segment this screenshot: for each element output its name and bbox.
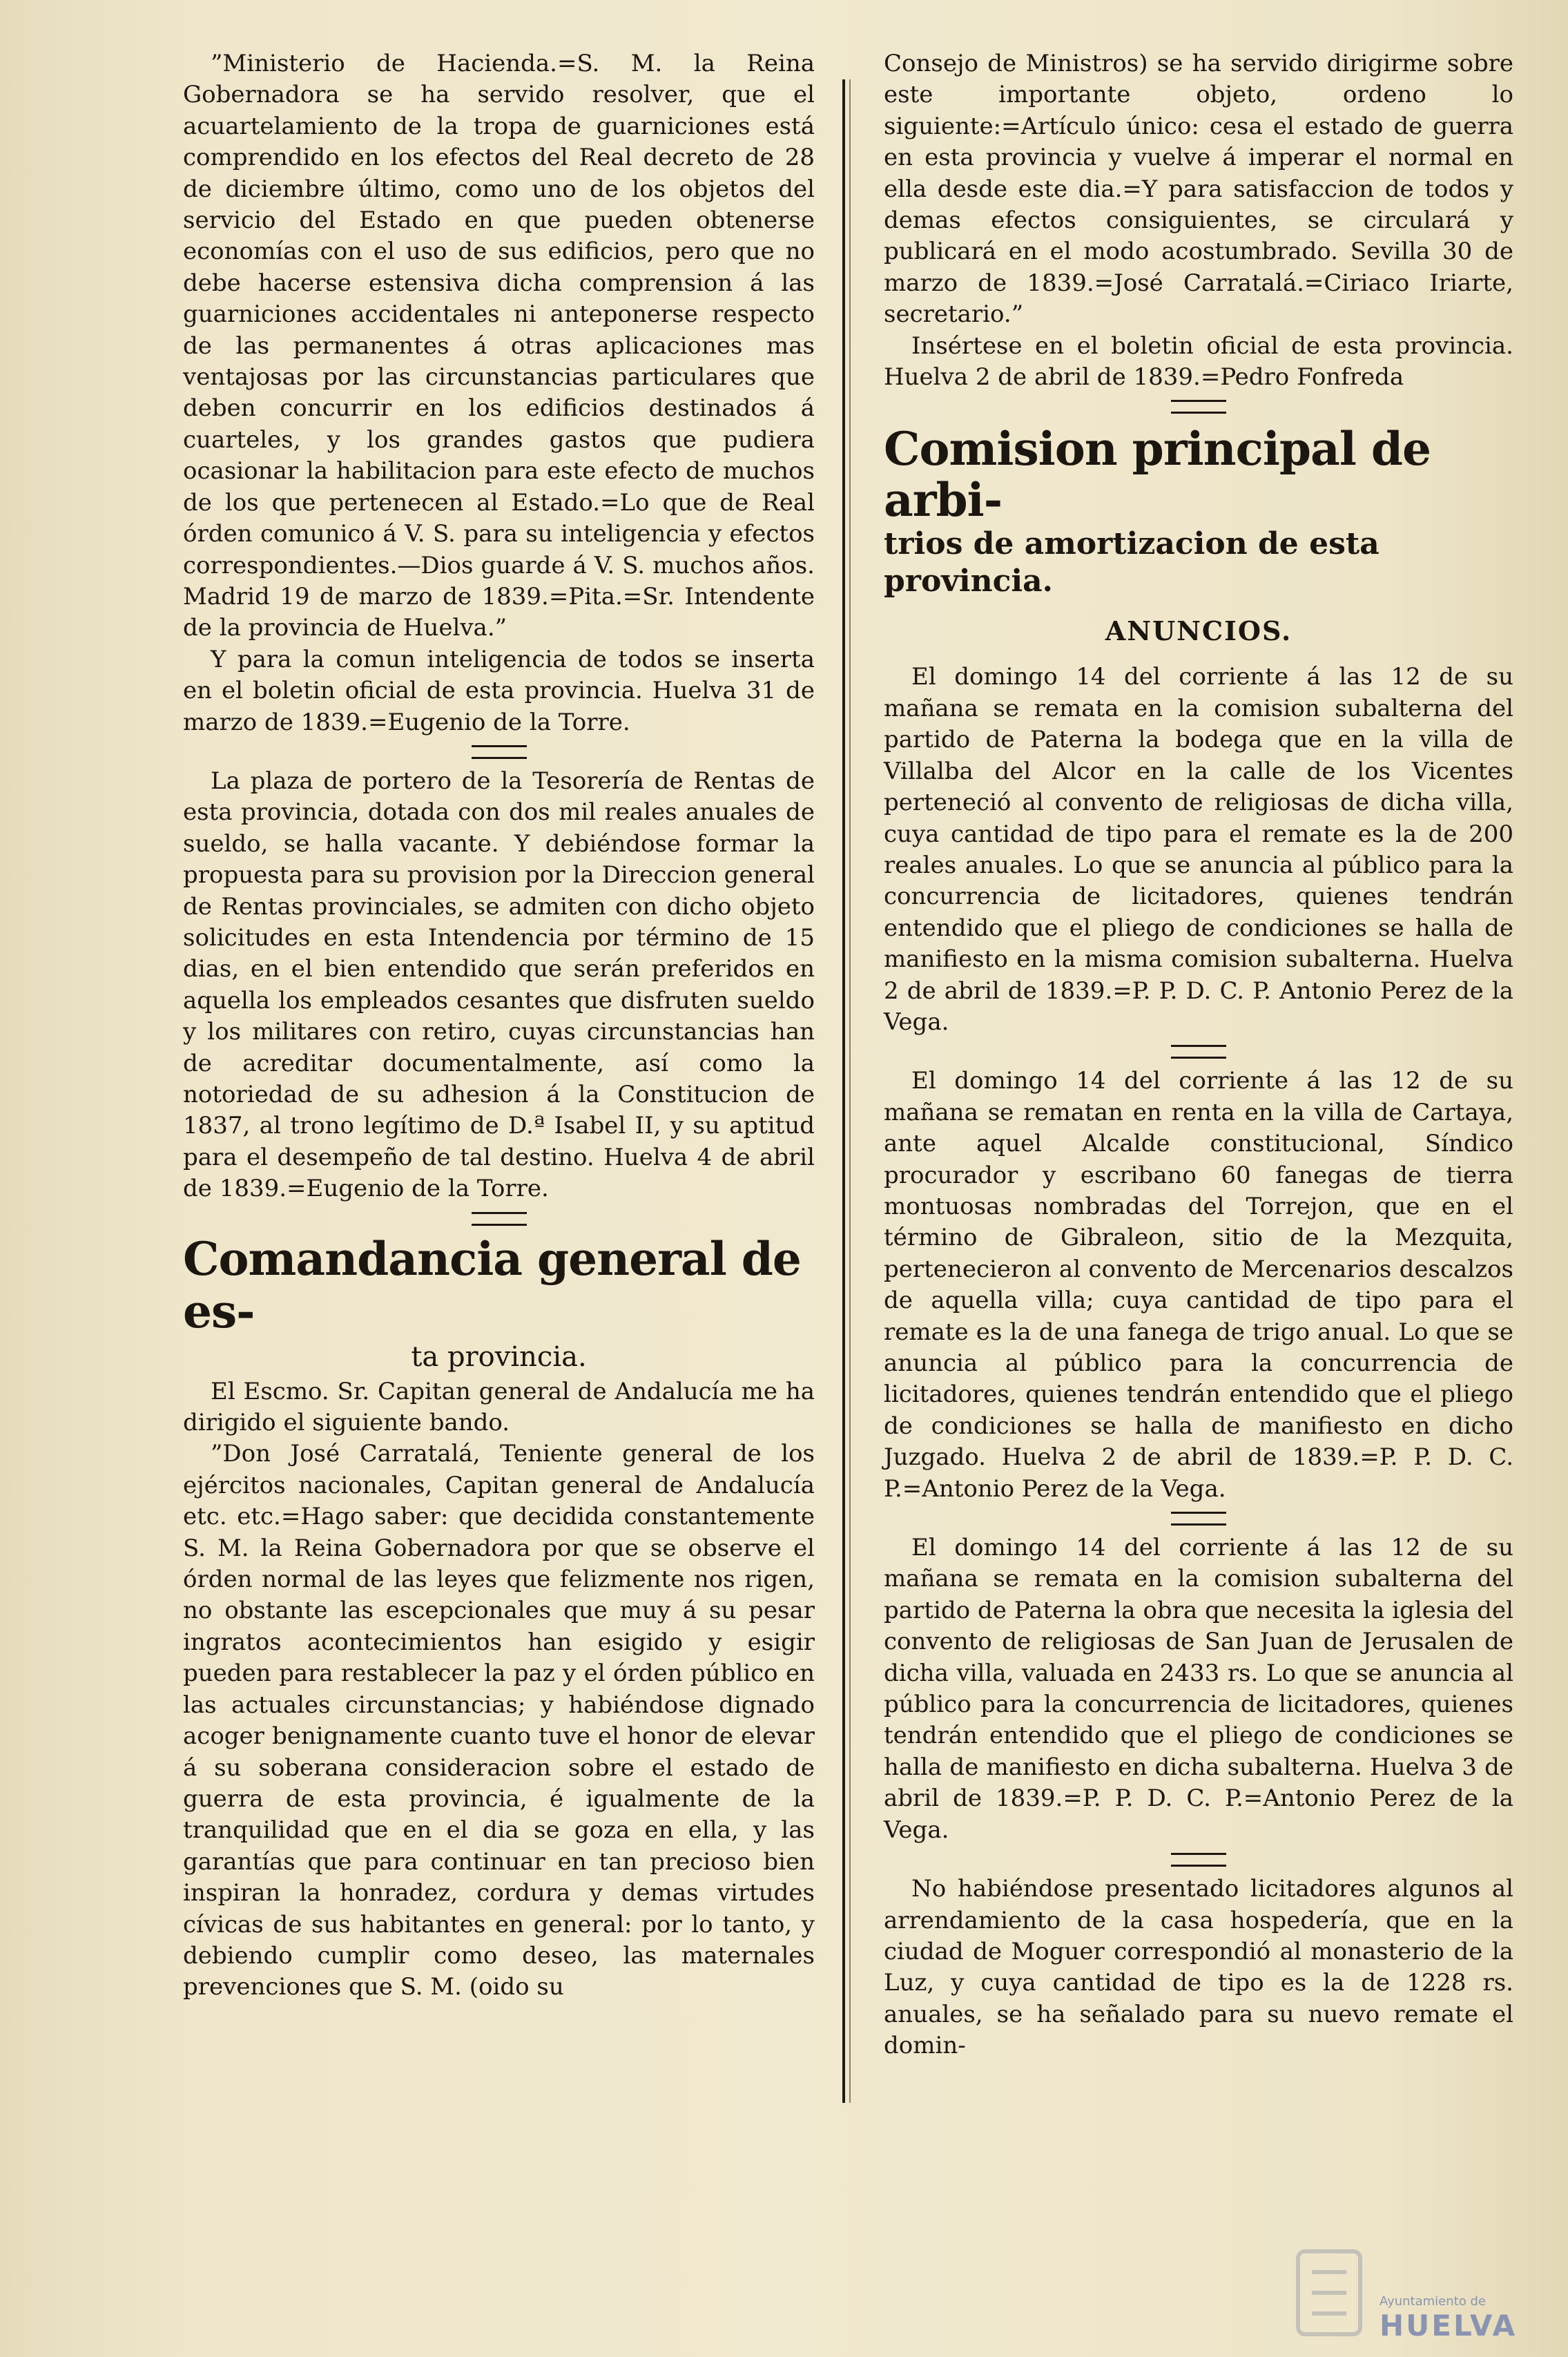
section-heading-comandancia: Comandancia general de es-: [183, 1231, 801, 1338]
right-column: [884, 48, 1513, 2062]
announcement-1: El domingo 14 del corriente á las 12 de su mañana se remata en la comision subalterna del partido de Paterna la bodega que en la villa de Villalba del Alcor en la calle de los Vicentes perteneció al convento de religiosas de dicha villa, cuya cantidad de tipo para el remate es la de 200 reales anuales. Lo que se anuncia al público para la concurrencia de licitadores, quienes tendrán entendido que el pliego de condiciones se halla de manifiesto en la misma comision subalterna. Huelva 2 de abril de 1839.=P. P. D. C. P. Antonio Perez de la Vega.: [884, 663, 1513, 1036]
anuncios-heading: ANUNCIOS.: [1105, 615, 1293, 647]
separator-ornament: [472, 745, 527, 759]
section-subheading-arbitrios: trios de amortizacion de esta provincia.: [884, 526, 1380, 599]
announcement-4: No habiéndose presentado licitadores algunos al arrendamiento de la casa hospedería, que en la ciudad de Moguer correspondió al monasterio de la Luz, y cuya cantidad de tipo es la de 1228 rs. anuales, se ha señalado para su nuevo remate el domin-: [884, 1875, 1513, 2060]
section-subheading-provincia: ta provincia.: [411, 1340, 587, 1373]
section-heading-comision: Comision principal de arbi-: [884, 422, 1431, 528]
left-column: [183, 48, 815, 2003]
separator-ornament: [1171, 1512, 1226, 1526]
column-divider: [842, 79, 845, 2103]
separator-ornament: [1171, 1853, 1226, 1867]
portero-notice: La plaza de portero de la Tesorería de Rentas de esta provincia, dotada con dos mil reales anuales de sueldo, se halla vacante. Y debiéndose formar la propuesta para su provision por la Direccion general de Rentas provinciales, se admiten con dicho objeto solicitudes en esta Intendencia por término de 15 dias, en el bien entendido que serán preferidos en aquella los empleados cesantes que disfruten sueldo y los militares con retiro, cuyas circunstancias han de acreditar documentalmente, así como la notoriedad de su adhesion á la Constitucion de 1837, al trono legítimo de D.ª Isabel II, y su aptitud para el desempeño de tal destino. Huelva 4 de abril de 1839.=Eugenio de la Torre.: [183, 767, 815, 1203]
bando-continuation: Consejo de Ministros) se ha servido dirigirme sobre este importante objeto, ordeno lo siguiente:=Artículo único: cesa el estado de guerra en esta provincia y vuelve á imperar el normal en ella desde este dia.=Y para satisfaccion de todos y demas efectos consiguientes, se circulará y publicará en el modo acostumbrado. Sevilla 30 de marzo de 1839.=José Carratalá.=Ciriaco Iriarte, secretario.”: [884, 50, 1513, 329]
announcement-3: El domingo 14 del corriente á las 12 de su mañana se remata en la comision subalterna del partido de Paterna la obra que necesita la iglesia del convento de religiosas de San Juan de Jerusalen de dicha villa, valuada en 2433 rs. Lo que se anuncia al público para la concurrencia de licitadores, quienes tendrán entendido que el pliego de condiciones se halla de manifiesto en dicha subalterna. Huelva 3 de abril de 1839.=P. P. D. C. P.=Antonio Perez de la Vega.: [884, 1534, 1513, 1844]
column-divider-thin: [849, 79, 851, 2103]
watermark-line2: HUELVA: [1380, 2309, 1518, 2342]
announcement-2: El domingo 14 del corriente á las 12 de su mañana se rematan en renta en la villa de Cartaya, ante aquel Alcalde constitucional, Síndico procurador y escribano 60 fanegas de tierra montuosas nombradas del Torrejon, que en el término de Gibraleon, sitio de la Mezquita, pertenecieron al convento de Mercenarios descalzos de aquella villa; cuya cantidad de tipo para el remate es la de una fanega de trigo anual. Lo que se anuncia al público para la concurrencia de licitadores, quienes tendrán entendido que el pliego de condiciones se halla de manifiesto en dicho Juzgado. Huelva 2 de abril de 1839.=P. P. D. C. P.=Antonio Perez de la Vega.: [884, 1067, 1513, 1503]
bando-text: ”Don José Carratalá, Teniente general de los ejércitos nacionales, Capitan general de Andalucía etc. etc.=Hago saber: que decidida constantemente S. M. la Reina Gobernadora por que se observe el órden normal de las leyes que felizmente nos rigen, no obstante las escepcionales que muy á su pesar ingratos acontecimientos han esigido y esigir pueden para restablecer la paz y el órden público en las actuales circunstancias; y habiéndose dignado acoger benignamente cuanto tuve el honor de elevar á su soberana consideracion sobre el estado de guerra de esta provincia, é igualmente de la tranquilidad que en el dia se goza en ella, y las garantías que para continuar en tan precioso bien inspiran la honradez, cordura y demas virtudes cívicas de sus habitantes en general: por lo tanto, y debiendo cumplir como deseo, las maternales prevenciones que S. M. (oido su: [183, 1440, 815, 2001]
watermark-text: [1380, 2294, 1517, 2342]
insertion-note-right: Insértese en el boletin oficial de esta provincia. Huelva 2 de abril de 1839.=Pedro Fonfreda: [884, 331, 1513, 392]
insertion-note: Y para la comun inteligencia de todos se inserta en el boletin oficial de esta provincia. Huelva 31 de marzo de 1839.=Eugenio de la Torre.: [183, 645, 815, 736]
separator-ornament: [472, 1212, 527, 1226]
separator-ornament: [1171, 1045, 1226, 1059]
watermark-line1: Ayuntamiento de: [1380, 2294, 1486, 2309]
real-orden-hacienda-text: ”Ministerio de Hacienda.=S. M. la Reina Gobernadora se ha servido resolver, que el acuartelamiento de la tropa de guarniciones está comprendido en los efectos del Real decreto de 28 de diciembre último, como uno de los objetos del servicio del Estado en que pueden obtenerse economías con el uso de sus edificios, pero que no debe hacerse estensiva dicha comprension á las guarniciones accidentales ni anteponerse respecto de las permanentes á otras aplicaciones mas ventajosas por las circunstancias particulares que deben concurrir en los edificios destinados á cuarteles, y los grandes gastos que pudiera ocasionar la habilitacion para este efecto de muchos de los que pertenecen al Estado.=Lo que de Real órden comunico á V. S. para su inteligencia y efectos correspondientes.—Dios guarde á V. S. muchos años. Madrid 19 de marzo de 1839.=Pita.=Sr. Intendente de la provincia de Huelva.”: [183, 50, 815, 642]
bando-intro: El Escmo. Sr. Capitan general de Andalucía me ha dirigido el siguiente bando.: [183, 1377, 815, 1437]
separator-ornament: [1171, 400, 1226, 414]
